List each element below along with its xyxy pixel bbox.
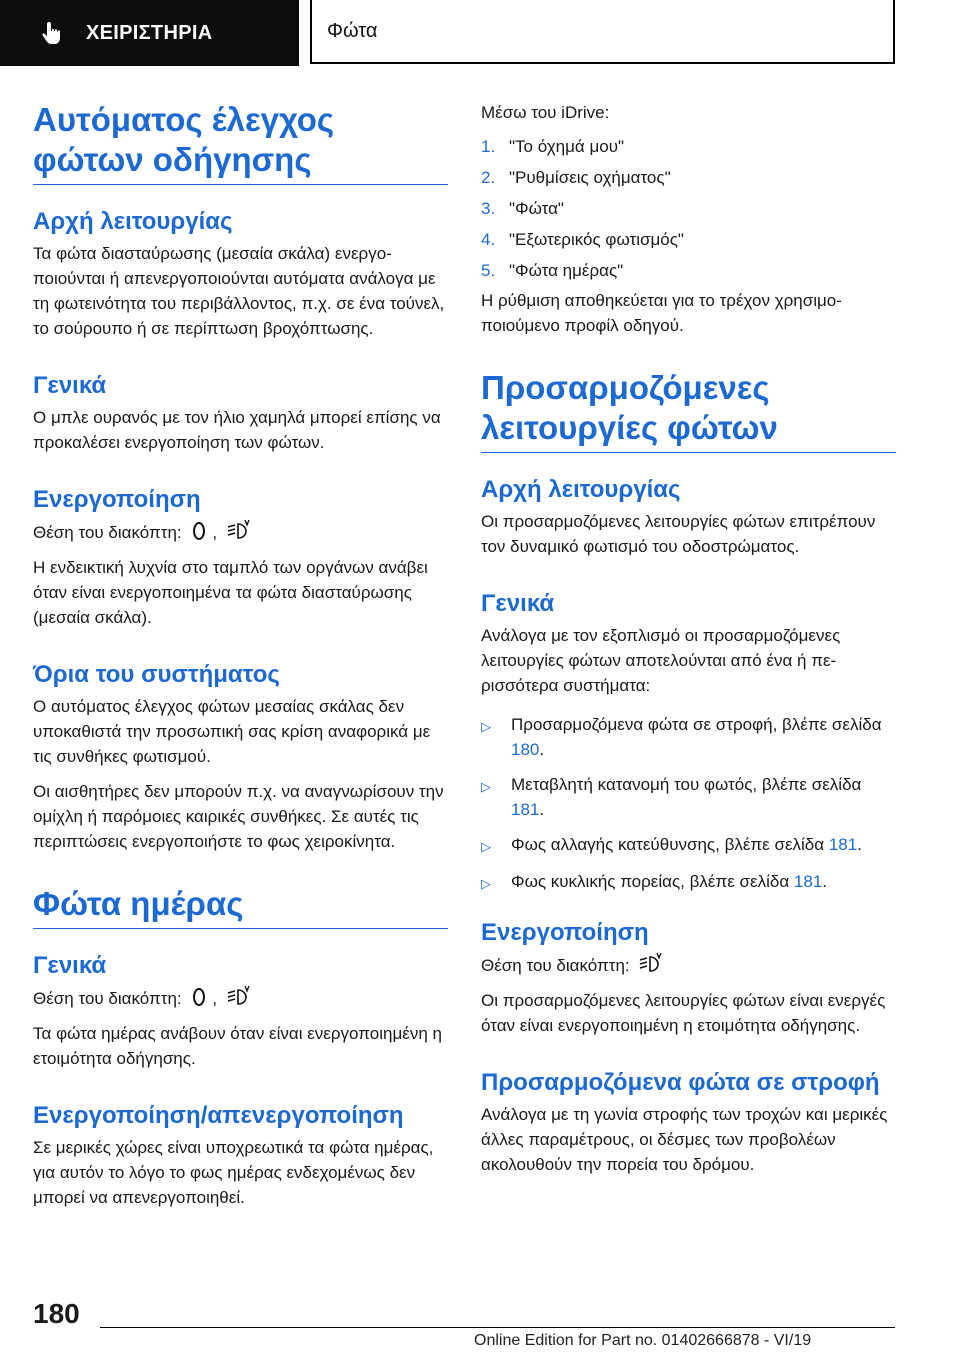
- saved-profile-text: Η ρύθμιση αποθηκεύεται για το τρέχον χρησιμοποιούμενο προφίλ οδηγού.: [481, 291, 842, 335]
- heading-adaptive-light-functions: Προσαρμοζόμενες λειτουργίες φώτων: [481, 368, 896, 453]
- switch-separator: ,: [212, 523, 218, 542]
- left-column: [33, 100, 448, 1210]
- heading-principle: Αρχή λειτουργίας: [33, 208, 233, 235]
- triangle-bullet-icon: ▷: [481, 719, 491, 734]
- footer-divider: [100, 1327, 895, 1328]
- heading-automatic-driving-lights: Αυτόματος έλεγχος φώτων οδήγησης: [33, 100, 448, 185]
- page-link[interactable]: 181: [511, 800, 540, 819]
- bullet-text: Φως αλλαγής κατεύθυνσης, βλέπε σελίδα 181.: [511, 835, 862, 854]
- switch-position-label: Θέση του διακόπτη:: [33, 523, 182, 542]
- auto-light-switch-icon: [190, 521, 208, 541]
- hand-pointer-icon: [40, 20, 66, 46]
- list-item: [481, 832, 896, 859]
- principle-text: Τα φώτα διασταύρωσης (μεσαία σκάλα) ενεργοποιούνται ή απενεργοποιούνται αυτόματα ανάλογα με τη φωτεινότητα του περιβάλλοντος, π.χ. σε ένα τούνελ, το σούρουπο ή σε περίπτωση βροχόπτωσης.: [33, 244, 445, 338]
- step-number: 4.: [481, 230, 496, 249]
- adaptive-principle-text: Οι προσαρμοζόμενες λειτουργίες φώτων επιτρέπουν τον δυναμικό φωτισμό του οδοστρώματος.: [481, 512, 876, 556]
- list-item[interactable]: [481, 193, 896, 224]
- heading-day-on-off: Ενεργοποίηση/απενεργοποίηση: [33, 1102, 404, 1129]
- triangle-bullet-icon: ▷: [481, 839, 491, 854]
- chapter-title: ΧΕΙΡΙΣΤΗΡΙΑ: [86, 21, 213, 44]
- day-general-text: Τα φώτα ημέρας ανάβουν όταν είναι ενεργοποιημένη η ετοιμότητα οδήγησης.: [33, 1024, 442, 1068]
- auto-light-switch-icon: [190, 987, 208, 1007]
- general-text: Ο μπλε ουρανός με τον ήλιο χαμηλά μπορεί επίσης να προκαλέσει ενεργοποίηση των φώτων.: [33, 408, 441, 452]
- heading-adaptive-curve-light: Προσαρμοζόμενα φώτα σε στροφή: [481, 1069, 880, 1096]
- page-link[interactable]: 180: [511, 740, 540, 759]
- section-header-box: [310, 0, 895, 64]
- heading-day-general: Γενικά: [33, 952, 107, 979]
- idrive-steps-list: [481, 131, 896, 286]
- chapter-tab[interactable]: [0, 0, 299, 66]
- day-on-off-text: Σε μερικές χώρες είναι υποχρεωτικά τα φώτα ημέρας, για αυτόν το λόγο το φως ημέρας ενδεχομένως δεν μπορεί να απενεργοποιηθεί.: [33, 1138, 434, 1207]
- bullet-text: Μεταβλητή κατανομή του φωτός, βλέπε σελίδα 181.: [511, 775, 862, 819]
- right-column: [481, 100, 896, 1177]
- step-text: "Το όχημά μου": [509, 137, 625, 156]
- page-link[interactable]: 181: [828, 835, 858, 854]
- step-number: 3.: [481, 199, 496, 218]
- section-title: Φώτα: [327, 20, 378, 42]
- via-idrive-text: Μέσω του iDrive:: [481, 103, 610, 122]
- adaptive-activation-text: Οι προσαρμοζόμενες λειτουργίες φώτων είναι ενεργές όταν είναι ενεργοποιημένη η ετοιμότητα οδήγησης.: [481, 991, 886, 1035]
- indicator-lamp-text: Η ενδεικτική λυχνία στο ταμπλό των οργάνων ανάβει όταν είναι ενεργοποιημένα τα φώτα διασταύρωσης (μεσαία σκάλα).: [33, 558, 428, 627]
- bullet-text: Φως κυκλικής πορείας, βλέπε σελίδα 181.: [511, 872, 828, 891]
- edition-text: Online Edition for Part no. 01402666878 - VI/19: [474, 1332, 812, 1349]
- list-item[interactable]: [481, 224, 896, 255]
- list-item[interactable]: [481, 131, 896, 162]
- heading-adaptive-principle: Αρχή λειτουργίας: [481, 476, 681, 503]
- low-beam-auto-icon: [226, 519, 252, 541]
- day-switch-separator: ,: [212, 989, 218, 1008]
- heading-daytime-lights: Φώτα ημέρας: [33, 884, 448, 929]
- step-text: "Εξωτερικός φωτισμός": [509, 230, 684, 249]
- list-item: [481, 712, 896, 762]
- day-switch-position-line: [33, 985, 448, 1011]
- triangle-bullet-icon: ▷: [481, 779, 491, 794]
- low-beam-auto-icon: [638, 952, 664, 974]
- step-text: "Φώτα": [509, 199, 564, 218]
- step-text: "Φώτα ημέρας": [509, 261, 624, 280]
- heading-activation: Ενεργοποίηση: [33, 486, 201, 513]
- heading-system-limits: Όρια του συστήματος: [33, 661, 280, 688]
- page-header: [0, 0, 960, 66]
- limits-text-1: Ο αυτόματος έλεγχος φώτων μεσαίας σκάλας δεν υποκαθιστά την προσωπική σας κρίση αναφορικά με τις συνθήκες φωτισμού.: [33, 697, 431, 766]
- adaptive-systems-list: [481, 712, 896, 896]
- switch-position-line: [33, 519, 448, 545]
- step-number: 5.: [481, 261, 496, 280]
- limits-text-2: Οι αισθητήρες δεν μπορούν π.χ. να αναγνωρίσουν την ομίχλη ή παρόμοιες καιρικές συνθήκες. Σε αυτές τις περιπτώσεις ενεργοποιήστε το φως χειροκίνητα.: [33, 782, 444, 851]
- heading-adaptive-activation: Ενεργοποίηση: [481, 919, 649, 946]
- step-number: 1.: [481, 137, 496, 156]
- list-item[interactable]: [481, 162, 896, 193]
- triangle-bullet-icon: ▷: [481, 876, 491, 891]
- curve-light-text: Ανάλογα με τη γωνία στροφής των τροχών και μερικές άλλες παραμέτρους, οι δέσμες των προβολέων ακολουθούν την πορεία του δρόμου.: [481, 1105, 888, 1174]
- bullet-text: Προσαρμοζόμενα φώτα σε στροφή, βλέπε σελίδα 180.: [511, 715, 882, 759]
- step-text: "Ρυθμίσεις οχήματος": [509, 168, 671, 187]
- heading-general: Γενικά: [33, 372, 107, 399]
- low-beam-auto-icon: [226, 985, 252, 1007]
- page-link[interactable]: 181: [793, 872, 823, 891]
- adaptive-general-text: Ανάλογα με τον εξοπλισμό οι προσαρμοζόμενες λειτουργίες φώτων αποτελούνται από ένα ή περισσότερα συστήματα:: [481, 626, 841, 695]
- list-item: [481, 772, 896, 822]
- list-item: [481, 869, 896, 896]
- heading-adaptive-general: Γενικά: [481, 590, 555, 617]
- page-number: 180: [33, 1298, 80, 1329]
- day-switch-position-label: Θέση του διακόπτη:: [33, 989, 182, 1008]
- adaptive-switch-position-line: [481, 952, 896, 978]
- list-item[interactable]: [481, 255, 896, 286]
- adaptive-switch-position-label: Θέση του διακόπτη:: [481, 956, 630, 975]
- step-number: 2.: [481, 168, 496, 187]
